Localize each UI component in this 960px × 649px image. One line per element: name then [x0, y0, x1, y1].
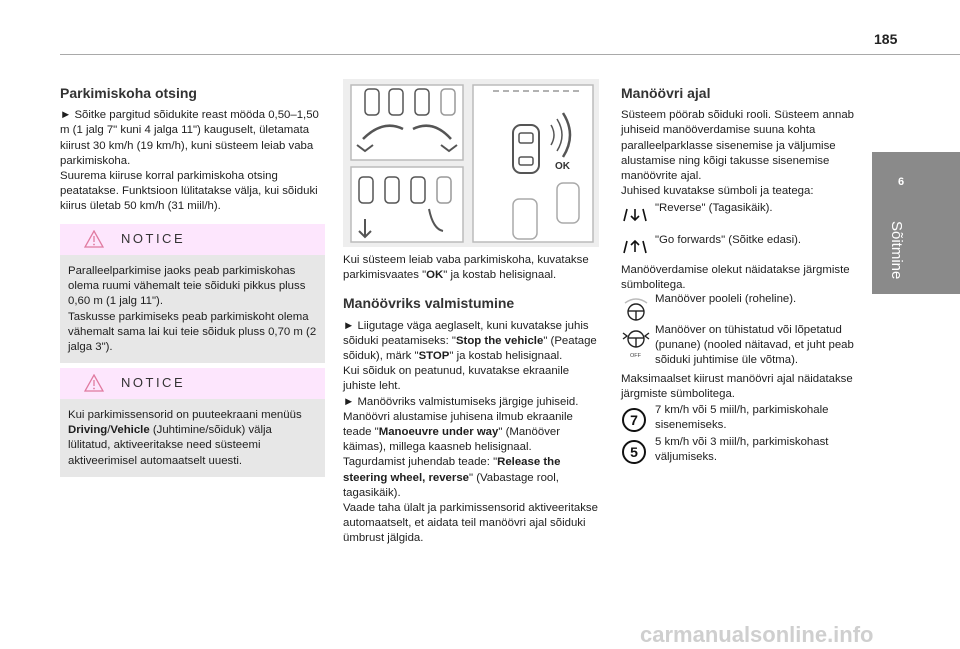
- section-heading-during-manoeuvre: Manöövri ajal: [621, 85, 711, 101]
- paragraph: ► Manöövriks valmistumiseks järgige juhiseid.: [343, 395, 579, 408]
- forward-arrows-icon: [621, 238, 649, 254]
- paragraph: Tagurdamist juhendab teade: "Release the steering wheel, reverse" (Vabastage rool, tagasikäik).: [343, 456, 561, 499]
- chapter-label: Sõitmine: [888, 221, 905, 280]
- speed-7-text: 7 km/h või 5 miil/h, parkimiskohale sisenemiseks.: [655, 404, 829, 432]
- speed-limit-5-icon: [621, 439, 647, 465]
- chapter-number: 6: [897, 176, 905, 188]
- red-status-text-part: Manööver on tühistatud või lõpetatud (punane) (nooled näitavad, et juht peab sõiduki juhtimise üle võtma).: [655, 324, 854, 367]
- notice-box-1: [60, 224, 325, 363]
- paragraph: Vaade taha ülalt ja parkimissensorid aktiveeritakse automaatselt, et aidata teil manöövri ajal sõiduki ümbrust jälgida.: [343, 502, 598, 545]
- paragraph: Manööverdamise olekut näidatakse järgmiste sümbolitega.: [621, 264, 850, 292]
- speed-intro: [621, 372, 866, 402]
- notice-header: [60, 224, 325, 255]
- forwards-text: "Go forwards" (Sõitke edasi).: [655, 234, 802, 246]
- notice-text: Taskusse parkimiseks peab parkimiskoht olema vähemalt sama lai kui teie sõiduk pluss 0,70 m (2 jalga 3").: [68, 310, 317, 354]
- warning-icon: [84, 230, 104, 248]
- paragraph: ► Liigutage väga aeglaselt, kuni kuvatakse juhis sõiduki peatamiseks: "Stop the vehicle" (Peatage sõiduk), märk "STOP" ja kostab helisignaal.: [343, 319, 597, 363]
- off-label: OFF: [630, 353, 641, 359]
- paragraph: Süsteem pöörab sõiduki rooli. Süsteem annab juhiseid manööverdamise suuna kohta paralleelparklasse sisenemise ja väljumise alustamise ning kõigi takusse sisenemise manöövrite ajal.: [621, 109, 855, 183]
- parking-diagram: [343, 79, 599, 247]
- section-heading-parking-search: Parkimiskoha otsing: [60, 85, 197, 101]
- speed-5-text: 5 km/h või 3 miil/h, parkimiskohast väljumiseks.: [655, 436, 829, 464]
- svg-text:7: 7: [630, 412, 638, 428]
- notice-title: NOTICE: [121, 231, 186, 246]
- header-divider: [60, 54, 960, 55]
- middle-column: [343, 253, 603, 547]
- notice-box-2: [60, 368, 325, 477]
- left-column: [60, 86, 328, 215]
- chapter-tab: [872, 152, 960, 294]
- ok-label: OK: [555, 161, 570, 172]
- parking-illustration: [343, 79, 599, 247]
- paragraph: Juhised kuvatakse sümboli ja teatega:: [621, 185, 814, 198]
- paragraph: Manöövri alustamise juhisena ilmub ekraanile teade "Manoeuvre under way" (Manööver käimas), millega kaasneb helisignaal.: [343, 410, 573, 454]
- footer-watermark: carmanualsonline.info: [640, 622, 874, 647]
- steering-wheel-off-icon: [621, 327, 651, 359]
- green-status-text: Manööver pooleli (roheline).: [655, 293, 797, 305]
- illustration-caption: Kui süsteem leiab vaba parkimiskoha, kuvatakse parkimisvaates "OK" ja kostab helisignaal.: [343, 254, 589, 282]
- notice-text: Paralleelparkimise jaoks peab parkimiskohas olema ruumi vähemalt teie sõiduki pikkus pluss 0,60 m (1 jalg 11").: [68, 265, 306, 308]
- page-number: 185: [874, 31, 898, 47]
- reverse-arrows-icon: [621, 206, 649, 222]
- steering-wheel-icon: [621, 295, 651, 323]
- status-intro: [621, 263, 866, 293]
- section-heading-preparation: Manöövriks valmistumine: [343, 295, 515, 312]
- svg-text:5: 5: [630, 444, 638, 460]
- paragraph: Suurema kiiruse korral parkimiskoha otsing peatatakse. Funktsioon lülitatakse välja, kui sõiduki kiirus ületab 50 km/h (31 miil/h).: [60, 170, 318, 213]
- notice-text: Kui parkimissensorid on puuteekraani menüüs Driving/Vehicle (Juhtimine/sõiduk) välja lülitatud, aktiveeritakse need süsteemi aktiveerimisel automaatselt uuesti.: [68, 409, 302, 467]
- reverse-text: "Reverse" (Tagasikäik).: [655, 202, 773, 214]
- notice-title: NOTICE: [121, 375, 186, 390]
- paragraph: ► Sõitke pargitud sõidukite reast mööda 0,50–1,50 m (1 jalg 7" kuni 4 jalga 11") kauguselt, ületamata kiirust 30 km/h (19 km/h), kuni süsteem leiab vaba parkimiskoha.: [60, 109, 319, 167]
- right-column: [621, 86, 866, 199]
- speed-limit-7-icon: [621, 407, 647, 433]
- paragraph: Kui sõiduk on peatunud, kuvatakse ekraanile juhiste leht.: [343, 365, 570, 393]
- warning-icon: [84, 374, 104, 392]
- paragraph: Maksimaalset kiirust manöövri ajal näidatakse järgmiste sümbolitega.: [621, 373, 853, 401]
- notice-header: [60, 368, 325, 399]
